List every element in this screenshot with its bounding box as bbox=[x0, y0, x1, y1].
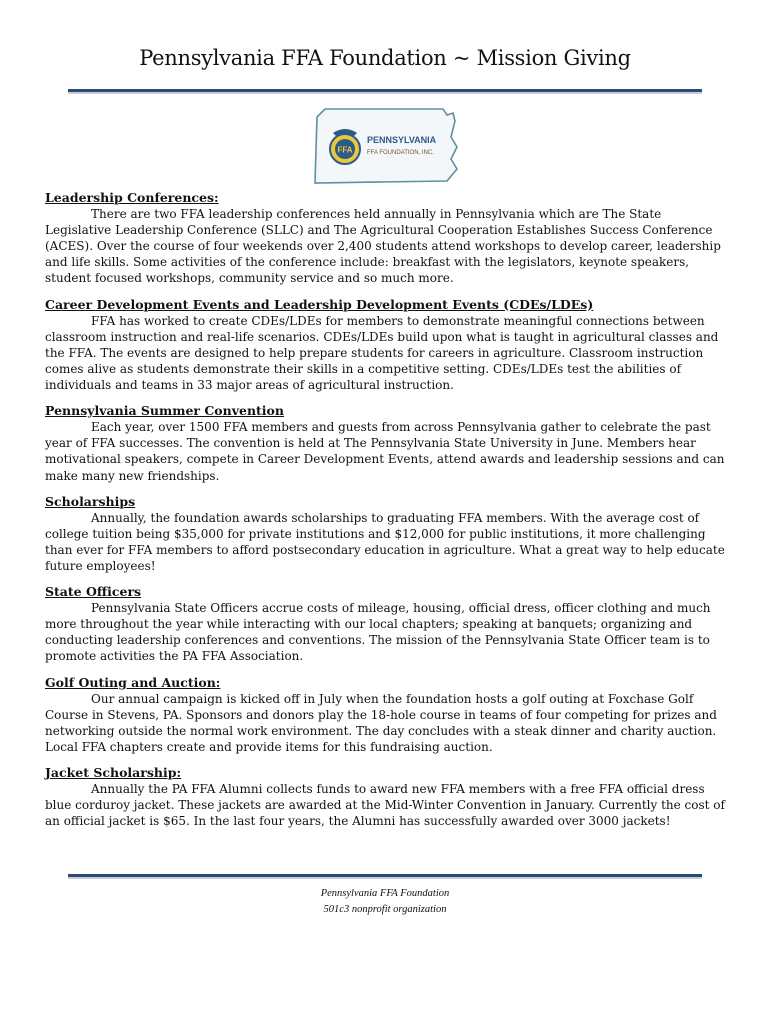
section-heading: State Officers bbox=[45, 584, 142, 600]
pennsylvania-ffa-foundation-logo bbox=[311, 107, 459, 187]
logo-line1: PENNSYLVANIA bbox=[367, 135, 437, 145]
section-heading: Pennsylvania Summer Convention bbox=[45, 403, 284, 419]
logo-line2: FFA FOUNDATION, INC. bbox=[367, 150, 434, 156]
header-divider bbox=[68, 89, 702, 92]
footer-org-status: 501c3 nonprofit organization bbox=[323, 904, 447, 915]
section-heading: Leadership Conferences: bbox=[45, 190, 219, 205]
section-heading: Career Development Events and Leadership Development Events (CDEs/LDEs) bbox=[45, 296, 594, 312]
section-body: There are two FFA leadership conferences held annually in Pennsylvania which are The State Legislative Leadership Conference (SLLC) and The Agricultural Cooperation Establishes Success Conference (ACES). Over the course of four weekends over 2,400 students attend workshops to develop career, leadership and life skills. Some activities of the conference include: breakfast with the legislators, keynote speakers, student focused workshops, community service and so much more. bbox=[45, 207, 721, 286]
section-body: Annually, the foundation awards scholarships to graduating FFA members. With the average cost of college tuition being $35,000 for private institutions and $12,000 for public institutions, it more challenging than ever for FFA members to afford postsecondary education in agriculture. What a great way to help educate future employees! bbox=[45, 510, 725, 573]
section-state-officers bbox=[45, 584, 725, 664]
section-body: Annually the PA FFA Alumni collects funds to award new FFA members with a free FFA official dress blue corduroy jacket. These jackets are awarded at the Mid-Winter Convention in January. Currently the cost of an official jacket is $65. In the last four years, the Alumni has successfully awarded over 3000 jackets! bbox=[45, 782, 725, 829]
section-body: Our annual campaign is kicked off in July when the foundation hosts a golf outing at Foxchase Golf Course in Stevens, PA. Sponsors and donors play the 18-hole course in teams of four competing for prizes and networking outside the normal work environment. The day concludes with a steak dinner and charity auction. Local FFA chapters create and provide items for this fundraising auction. bbox=[45, 691, 717, 754]
section-summer-convention bbox=[45, 403, 725, 483]
section-leadership-conferences bbox=[45, 190, 725, 287]
page-footer bbox=[0, 886, 770, 918]
footer-org-name: Pennsylvania FFA Foundation bbox=[320, 888, 450, 899]
section-body: FFA has worked to create CDEs/LDEs for members to demonstrate meaningful connections between classroom instruction and real-life scenarios. CDEs/LDEs build upon what is taught in agricultural classes and the FFA. The events are designed to help prepare students for careers in agriculture. Classroom instruction comes alive as students demonstrate their skills in a competitive setting. CDEs/LDEs test the abilities of individuals and teams in 33 major areas of agricultural instruction. bbox=[45, 313, 719, 393]
page-title: Pennsylvania FFA Foundation ~ Mission Giving bbox=[139, 46, 631, 70]
logo-emblem-text: FFA bbox=[337, 145, 353, 155]
section-golf-outing bbox=[45, 675, 725, 755]
section-cde-lde bbox=[45, 297, 725, 394]
section-body: Each year, over 1500 FFA members and guests from across Pennsylvania gather to celebrate the past year of FFA successes. The convention is held at The Pennsylvania State University in June. Members hear motivational speakers, compete in Career Development Events, attend awards and leadership sessions and can make many new friendships. bbox=[45, 420, 725, 483]
main-content bbox=[45, 190, 725, 839]
section-heading: Jacket Scholarship: bbox=[45, 765, 182, 780]
section-heading: Golf Outing and Auction: bbox=[45, 674, 221, 690]
section-heading: Scholarships bbox=[45, 493, 136, 509]
footer-divider bbox=[68, 874, 702, 877]
section-jacket-scholarship bbox=[45, 765, 725, 829]
section-scholarships bbox=[45, 494, 725, 574]
section-body: Pennsylvania State Officers accrue costs of mileage, housing, official dress, officer clothing and much more throughout the year while interacting with our local chapters; speaking at banquets; organizing and conducting leadership conferences and conventions. The mission of the Pennsylvania State Officer team is to promote activities the PA FFA Association. bbox=[45, 601, 711, 664]
